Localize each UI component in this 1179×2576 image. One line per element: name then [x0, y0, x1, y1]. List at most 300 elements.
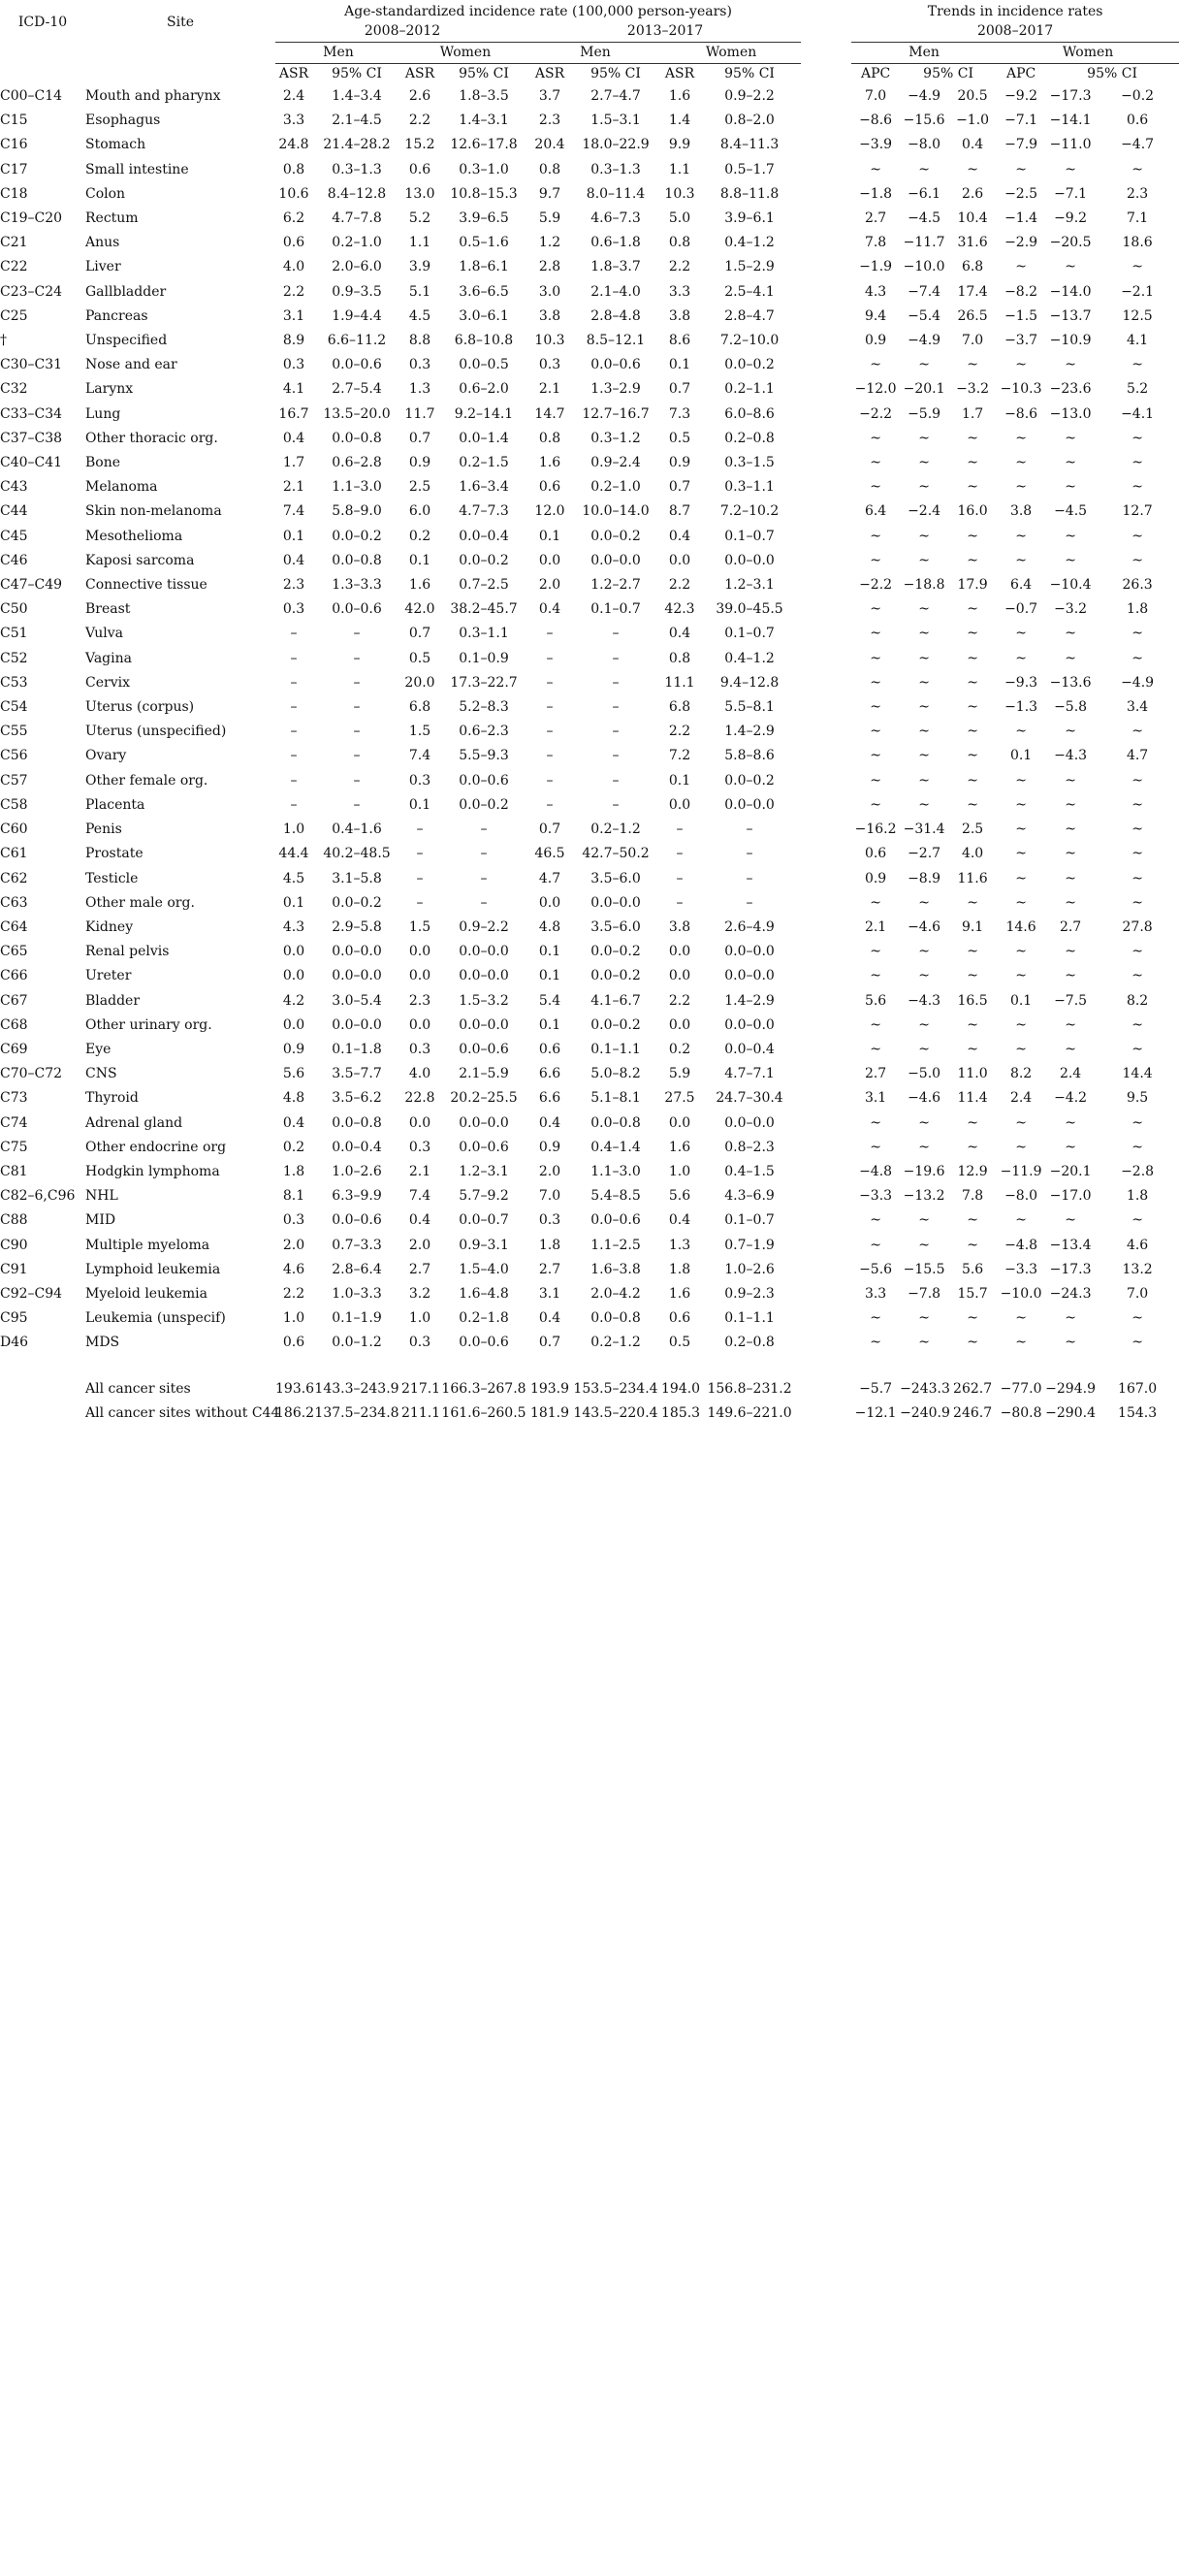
value-cell: 4.6: [1126, 1237, 1149, 1253]
site-cell: Ureter: [85, 968, 132, 984]
value-cell: ~: [1131, 1139, 1143, 1155]
value-cell: 186.2: [275, 1405, 315, 1422]
value-cell: 1.2–3.1: [459, 1163, 509, 1179]
gap-cell: [801, 1136, 851, 1160]
value-cell: ~: [1131, 724, 1143, 740]
value-cell: 153.5–234.4: [573, 1380, 658, 1397]
site-cell: Placenta: [85, 796, 145, 813]
value-cell: –: [546, 626, 554, 642]
gap-cell: [801, 1234, 851, 1258]
icd-code-cell: C44: [0, 503, 28, 520]
value-cell: 0.6: [538, 1041, 561, 1057]
site-cell: Adrenal gland: [85, 1114, 183, 1131]
value-cell: 2.4: [1009, 1090, 1033, 1107]
value-cell: 5.0–8.2: [590, 1066, 641, 1082]
value-cell: ~: [870, 528, 881, 544]
value-cell: 0.9–3.1: [459, 1237, 509, 1253]
value-cell: 5.5–9.3: [459, 748, 509, 764]
icd-code-cell: C21: [0, 235, 28, 251]
value-cell: 11.6: [957, 870, 988, 886]
value-cell: 3.6–6.5: [459, 283, 509, 300]
value-cell: −5.0: [908, 1066, 941, 1082]
value-cell: ~: [918, 430, 930, 446]
value-cell: 193.6: [275, 1380, 315, 1397]
site-cell: Uterus (corpus): [85, 699, 195, 716]
value-cell: −1.9: [859, 259, 893, 275]
value-cell: 5.8–8.6: [724, 748, 775, 764]
table-row: [0, 1086, 1179, 1111]
value-cell: 143.5–220.4: [573, 1405, 658, 1422]
table-row: [0, 1234, 1179, 1258]
value-cell: 0.0–0.8: [590, 1310, 641, 1327]
site-cell: Other urinary org.: [85, 1016, 212, 1033]
table-row: [0, 842, 1179, 866]
value-cell: 0.8–2.0: [724, 113, 775, 129]
table-row: [0, 231, 1179, 255]
table-row: [0, 427, 1179, 451]
value-cell: 0.0–0.2: [332, 528, 382, 544]
value-cell: 2.1–4.5: [332, 113, 382, 129]
value-cell: –: [612, 724, 620, 740]
icd-code-cell: C65: [0, 944, 28, 960]
icd-code-cell: C63: [0, 894, 28, 911]
value-cell: –: [746, 846, 753, 862]
value-cell: ~: [1015, 552, 1027, 568]
value-cell: 0.0–0.4: [459, 528, 509, 544]
value-cell: ~: [1015, 724, 1027, 740]
value-cell: 0.2–1.8: [459, 1310, 509, 1327]
site-cell: Eye: [85, 1041, 112, 1057]
value-cell: ~: [870, 357, 881, 373]
value-cell: ~: [1065, 650, 1076, 666]
value-cell: −8.2: [1004, 283, 1038, 300]
p2-men-header: Men: [529, 43, 661, 64]
value-cell: –: [353, 724, 361, 740]
table-row: [0, 1208, 1179, 1233]
site-cell: Testicle: [85, 870, 139, 886]
value-cell: 0.1: [538, 968, 561, 984]
value-cell: ~: [1015, 1016, 1027, 1033]
value-cell: 2.7: [864, 1066, 887, 1082]
value-cell: −80.8: [1000, 1405, 1042, 1422]
value-cell: ~: [870, 1114, 881, 1131]
value-cell: −1.0: [956, 113, 990, 129]
value-cell: 5.6: [961, 1261, 984, 1277]
site-cell: Ovary: [85, 748, 127, 764]
value-cell: ~: [918, 552, 930, 568]
icd-code-cell: C58: [0, 796, 28, 813]
gap-cell: [801, 1111, 851, 1136]
table-row: [0, 720, 1179, 744]
value-cell: 0.3–1.0: [459, 161, 509, 177]
value-cell: ~: [1065, 1041, 1076, 1057]
icd-code-cell: C61: [0, 846, 28, 862]
value-cell: 4.8: [282, 1090, 305, 1107]
value-cell: −5.6: [859, 1261, 893, 1277]
site-cell: Multiple myeloma: [85, 1237, 210, 1253]
gap-cell: [801, 158, 851, 182]
value-cell: 1.5–3.2: [459, 992, 509, 1009]
value-cell: 2.7–5.4: [332, 381, 382, 398]
value-cell: 0.1: [668, 357, 691, 373]
value-cell: ~: [1015, 772, 1027, 789]
value-cell: 10.3: [664, 185, 695, 202]
value-cell: 4.8: [538, 918, 561, 935]
value-cell: 262.7: [953, 1380, 993, 1397]
value-cell: 3.1: [538, 1285, 561, 1302]
value-cell: 3.4: [1126, 699, 1149, 716]
site-cell: CNS: [85, 1066, 117, 1082]
value-cell: −8.0: [1004, 1188, 1038, 1205]
value-cell: –: [416, 846, 424, 862]
value-cell: −9.2: [1004, 88, 1038, 104]
value-cell: 3.8: [538, 307, 561, 324]
value-cell: 0.0–0.6: [459, 1139, 509, 1155]
site-cell: Anus: [85, 235, 120, 251]
value-cell: 20.2–25.5: [450, 1090, 518, 1107]
table-row: [0, 891, 1179, 916]
value-cell: −290.4: [1045, 1405, 1096, 1422]
value-cell: –: [353, 796, 361, 813]
value-cell: ~: [870, 796, 881, 813]
value-cell: 2.6: [961, 185, 984, 202]
value-cell: 5.2: [408, 210, 431, 227]
value-cell: 0.1–0.9: [459, 650, 509, 666]
value-cell: 0.2: [408, 528, 431, 544]
value-cell: −4.5: [1054, 503, 1088, 520]
value-cell: 2.7: [538, 1261, 561, 1277]
value-cell: 17.3–22.7: [450, 674, 518, 691]
value-cell: 0.3–1.3: [332, 161, 382, 177]
value-cell: 4.3–6.9: [724, 1188, 775, 1205]
value-cell: 0.1–0.7: [724, 528, 775, 544]
p1-women-asr-header: ASR: [404, 66, 435, 81]
value-cell: 5.9: [668, 1066, 691, 1082]
value-cell: –: [676, 821, 684, 838]
value-cell: 1.3: [408, 381, 431, 398]
value-cell: 38.2–45.7: [450, 601, 518, 618]
value-cell: −10.0: [903, 259, 945, 275]
value-cell: 0.3–1.2: [590, 430, 641, 446]
value-cell: ~: [1065, 796, 1076, 813]
table-row: [0, 818, 1179, 842]
value-cell: 0.6: [668, 1310, 691, 1327]
value-cell: ~: [870, 455, 881, 471]
value-cell: 0.4: [538, 1114, 561, 1131]
value-cell: 0.3: [408, 1139, 431, 1155]
value-cell: 3.1–5.8: [332, 870, 382, 886]
value-cell: 5.5–8.1: [724, 699, 775, 716]
value-cell: 2.0: [282, 1237, 305, 1253]
table-row: [0, 1111, 1179, 1136]
gap-cell: [801, 305, 851, 329]
site-cell: Liver: [85, 259, 121, 275]
value-cell: −2.4: [908, 503, 941, 520]
value-cell: 4.1: [1126, 333, 1149, 349]
value-cell: 1.4–2.9: [724, 724, 775, 740]
icd-code-cell: C64: [0, 918, 28, 935]
icd-code-cell: C15: [0, 113, 28, 129]
table-header: [0, 0, 1179, 84]
value-cell: 0.1: [538, 1016, 561, 1033]
site-cell: Other male org.: [85, 894, 195, 911]
site-cell: Other thoracic org.: [85, 430, 218, 446]
site-cell: Unspecified: [85, 333, 168, 349]
value-cell: 2.1: [538, 381, 561, 398]
value-cell: 2.2: [408, 113, 431, 129]
value-cell: 0.0–0.0: [724, 796, 775, 813]
value-cell: 149.6–221.0: [707, 1405, 792, 1422]
value-cell: 5.6: [282, 1066, 305, 1082]
value-cell: –: [416, 821, 424, 838]
value-cell: 2.5–4.1: [724, 283, 775, 300]
value-cell: 3.5–6.0: [590, 918, 641, 935]
icd-code-cell: C52: [0, 650, 28, 666]
value-cell: –: [612, 699, 620, 716]
value-cell: 0.1: [282, 894, 305, 911]
value-cell: 0.0–0.0: [459, 1114, 509, 1131]
gap-cell: [801, 1401, 851, 1427]
value-cell: 3.0: [538, 283, 561, 300]
table-row: [0, 182, 1179, 207]
value-cell: 0.1: [668, 772, 691, 789]
icd-code-cell: C56: [0, 748, 28, 764]
gap-cell: [801, 1306, 851, 1331]
p1-men-asr-header: ASR: [278, 66, 309, 81]
value-cell: 8.5–12.1: [586, 333, 646, 349]
value-cell: 167.0: [1118, 1380, 1158, 1397]
value-cell: 9.4: [864, 307, 887, 324]
value-cell: −4.6: [908, 1090, 941, 1107]
value-cell: −13.2: [903, 1188, 945, 1205]
value-cell: 4.5: [282, 870, 305, 886]
value-cell: ~: [1065, 528, 1076, 544]
value-cell: 4.0: [961, 846, 984, 862]
icd-code-cell: C91: [0, 1261, 28, 1277]
icd-code-cell: C69: [0, 1041, 28, 1057]
value-cell: ~: [967, 479, 978, 496]
value-cell: 0.3: [282, 357, 305, 373]
value-cell: −1.5: [1004, 307, 1038, 324]
value-cell: ~: [967, 430, 978, 446]
value-cell: ~: [918, 1310, 930, 1327]
value-cell: 0.0–0.2: [590, 528, 641, 544]
value-cell: 0.0: [668, 944, 691, 960]
value-cell: 0.6–2.0: [459, 381, 509, 398]
value-cell: 1.6: [668, 1139, 691, 1155]
gap-cell: [801, 1258, 851, 1282]
site-cell: Esophagus: [85, 113, 161, 129]
value-cell: 0.0: [538, 552, 561, 568]
value-cell: 1.8: [668, 1261, 691, 1277]
value-cell: –: [546, 699, 554, 716]
value-cell: 1.5: [408, 724, 431, 740]
table-row: [0, 867, 1179, 891]
value-cell: 3.9–6.1: [724, 210, 775, 227]
site-cell: Other endocrine org: [85, 1139, 227, 1155]
gap-cell: [801, 451, 851, 475]
value-cell: 0.0–0.0: [724, 944, 775, 960]
value-cell: 2.2: [668, 992, 691, 1009]
value-cell: 3.5–7.7: [332, 1066, 382, 1082]
gap-cell: [801, 1014, 851, 1038]
value-cell: ~: [870, 1335, 881, 1351]
value-cell: 2.5: [961, 821, 984, 838]
value-cell: –: [546, 748, 554, 764]
value-cell: 0.2: [668, 1041, 691, 1057]
value-cell: 2.8–6.4: [332, 1261, 382, 1277]
gap-cell: [801, 695, 851, 720]
gap-cell: [801, 573, 851, 597]
value-cell: ~: [967, 455, 978, 471]
value-cell: 7.2: [668, 748, 691, 764]
table-row: [0, 1258, 1179, 1282]
site-cell: Stomach: [85, 137, 146, 153]
icd-code-cell: C67: [0, 992, 28, 1009]
value-cell: −3.9: [859, 137, 893, 153]
gap-cell: [801, 353, 851, 377]
value-cell: –: [290, 650, 298, 666]
value-cell: ~: [1131, 528, 1143, 544]
value-cell: −7.4: [908, 283, 941, 300]
value-cell: –: [546, 650, 554, 666]
value-cell: 1.5–4.0: [459, 1261, 509, 1277]
gap-cell: [801, 867, 851, 891]
value-cell: –: [290, 796, 298, 813]
value-cell: 0.4–1.4: [590, 1139, 641, 1155]
gap-cell: [801, 1062, 851, 1086]
value-cell: –: [480, 870, 488, 886]
value-cell: ~: [918, 650, 930, 666]
value-cell: ~: [1131, 430, 1143, 446]
gap-cell: [801, 964, 851, 988]
value-cell: –: [353, 748, 361, 764]
site-cell: Breast: [85, 601, 131, 618]
gap-cell: [801, 377, 851, 402]
value-cell: 0.8: [668, 650, 691, 666]
value-cell: 7.0: [864, 88, 887, 104]
value-cell: −20.5: [1049, 235, 1092, 251]
value-cell: 5.1: [408, 283, 431, 300]
table-row: [0, 451, 1179, 475]
table-row: [0, 133, 1179, 157]
value-cell: 0.0: [408, 1016, 431, 1033]
value-cell: ~: [1131, 479, 1143, 496]
value-cell: ~: [1015, 626, 1027, 642]
value-cell: 21.4–28.2: [323, 137, 391, 153]
table-row: [0, 402, 1179, 427]
value-cell: ~: [1065, 944, 1076, 960]
value-cell: 1.1–3.0: [332, 479, 382, 496]
value-cell: 10.3: [534, 333, 565, 349]
table-row: [0, 1306, 1179, 1331]
icd-code-cell: C53: [0, 674, 28, 691]
value-cell: 6.6: [538, 1090, 561, 1107]
value-cell: ~: [1131, 894, 1143, 911]
value-cell: 2.1–5.9: [459, 1066, 509, 1082]
value-cell: –: [480, 846, 488, 862]
value-cell: −13.6: [1049, 674, 1092, 691]
value-cell: 44.4: [278, 846, 309, 862]
icd-header: ICD-10: [17, 14, 68, 30]
value-cell: 0.2–1.5: [459, 455, 509, 471]
value-cell: ~: [967, 748, 978, 764]
value-cell: ~: [870, 601, 881, 618]
site-cell: Skin non-melanoma: [85, 503, 222, 520]
value-cell: ~: [918, 944, 930, 960]
value-cell: 2.0: [538, 577, 561, 594]
value-cell: ~: [918, 724, 930, 740]
value-cell: ~: [918, 1139, 930, 1155]
value-cell: 0.0–0.7: [459, 1212, 509, 1229]
site-cell: Prostate: [85, 846, 143, 862]
value-cell: 0.3: [282, 1212, 305, 1229]
value-cell: −9.2: [1054, 210, 1088, 227]
value-cell: ~: [870, 626, 881, 642]
value-cell: ~: [918, 699, 930, 716]
value-cell: 6.3–9.9: [332, 1188, 382, 1205]
value-cell: 0.8: [282, 161, 305, 177]
value-cell: ~: [1015, 259, 1027, 275]
icd-code-cell: C95: [0, 1310, 28, 1327]
value-cell: 3.8: [668, 918, 691, 935]
value-cell: 3.2: [408, 1285, 431, 1302]
gap-cell: [801, 133, 851, 157]
site-cell: All cancer sites: [85, 1380, 191, 1397]
gap-cell: [801, 989, 851, 1014]
value-cell: 0.2–0.8: [724, 1335, 775, 1351]
value-cell: 0.0–0.0: [724, 1114, 775, 1131]
value-cell: 0.6: [282, 1335, 305, 1351]
value-cell: ~: [1131, 1310, 1143, 1327]
value-cell: 0.8: [538, 161, 561, 177]
value-cell: 0.3–1.5: [724, 455, 775, 471]
site-cell: Thyroid: [85, 1090, 139, 1107]
table-row: [0, 744, 1179, 768]
value-cell: 1.8: [282, 1163, 305, 1179]
value-cell: 0.4–1.6: [332, 821, 382, 838]
value-cell: ~: [967, 528, 978, 544]
value-cell: 0.7–3.3: [332, 1237, 382, 1253]
value-cell: ~: [1015, 1114, 1027, 1131]
value-cell: 2.7: [408, 1261, 431, 1277]
value-cell: ~: [967, 552, 978, 568]
site-cell: Bone: [85, 455, 121, 471]
value-cell: 20.4: [534, 137, 565, 153]
value-cell: 3.5–6.2: [332, 1090, 382, 1107]
value-cell: −20.1: [903, 381, 945, 398]
value-cell: –: [353, 772, 361, 789]
value-cell: 8.0–11.4: [586, 185, 646, 202]
value-cell: 0.6–2.3: [459, 724, 509, 740]
value-cell: –: [416, 870, 424, 886]
value-cell: 1.1: [408, 235, 431, 251]
period-2013-2017-header: 2013–2017: [529, 21, 801, 43]
value-cell: 4.1–6.7: [590, 992, 641, 1009]
value-cell: 2.3: [408, 992, 431, 1009]
value-cell: ~: [870, 552, 881, 568]
value-cell: −8.6: [1004, 405, 1038, 422]
value-cell: −4.5: [908, 210, 941, 227]
value-cell: 0.0: [408, 968, 431, 984]
trend-men-header: Men: [851, 43, 997, 64]
value-cell: 7.4: [282, 503, 305, 520]
value-cell: 12.0: [534, 503, 565, 520]
value-cell: −10.0: [1000, 1285, 1042, 1302]
value-cell: 0.2–1.0: [590, 479, 641, 496]
value-cell: ~: [918, 1041, 930, 1057]
site-cell: Uterus (unspecified): [85, 724, 227, 740]
